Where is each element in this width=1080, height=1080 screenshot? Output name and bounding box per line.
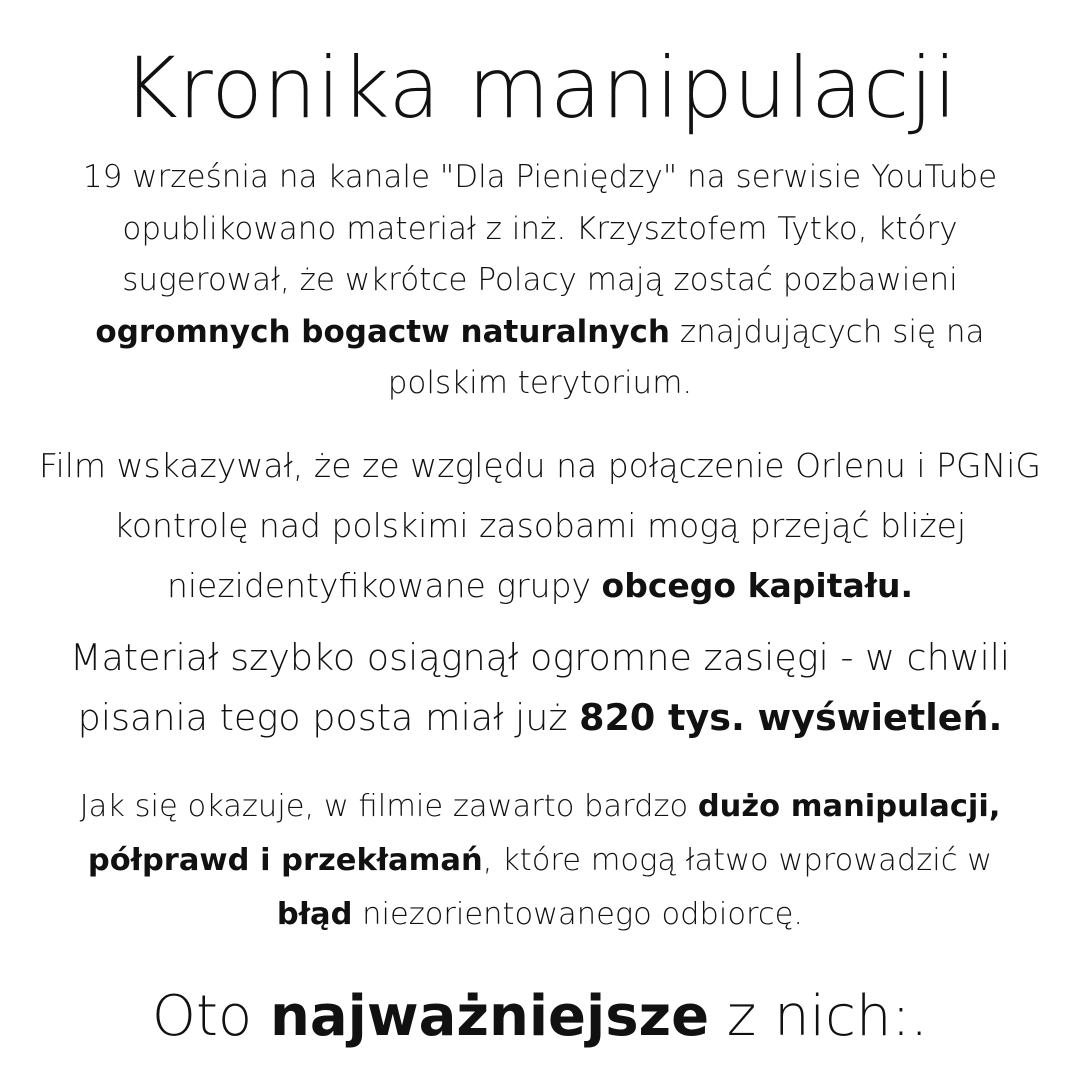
closing-line: [0, 982, 1080, 1052]
paragraph-manipulation: [0, 780, 1080, 942]
text-segment: znajdujących się na: [669, 313, 985, 350]
bold-phrase: obcego kapitału.: [601, 566, 914, 605]
paragraph-line: sugerował, że wkrótce Polacy mają zostać pozbawieni: [122, 262, 958, 298]
paragraph-line: [0, 556, 1080, 616]
text-segment: , które mogą łatwo wprowadzić w: [482, 843, 993, 878]
paragraph-line: 19 września na kanale "Dla Pieniędzy" na serwisie YouTube: [82, 159, 998, 195]
bold-phrase: błąd: [276, 897, 353, 932]
text-segment: pisania tego posta miał już: [77, 696, 580, 739]
text-segment: z nich:.: [709, 984, 929, 1049]
paragraph-line: opublikowano materiał z inż. Krzysztofem Tytko, który: [122, 210, 958, 247]
text-segment: Oto: [151, 984, 270, 1049]
paragraph-line: [0, 780, 1080, 834]
paragraph-line: [0, 307, 1080, 359]
paragraph-reach: [0, 628, 1080, 748]
text-segment: niezidentyfikowane grupy: [166, 566, 602, 605]
bold-phrase: ogromnych bogactw naturalnych: [95, 313, 670, 350]
paragraph-line: Film wskazywał, że ze względu na połączenie Orlenu i PGNiG: [39, 446, 1041, 485]
paragraph-line: [0, 688, 1080, 748]
paragraph-line: [0, 888, 1080, 942]
text-segment: Jak się okazuje, w filmie zawarto bardzo: [79, 789, 698, 824]
bold-phrase: 820 tys. wyświetleń.: [579, 696, 1003, 739]
paragraph-line: kontrolę nad polskimi zasobami mogą przejąć bliżej: [113, 506, 967, 545]
paragraph-line: polskim terytorium.: [387, 365, 693, 401]
paragraph-line: Materiał szybko osiągnął ogromne zasięgi - w chwili: [69, 636, 1011, 679]
paragraph-intro: [0, 152, 1080, 410]
paragraph-film: [0, 436, 1080, 616]
bold-phrase: dużo manipulacji,: [697, 789, 1001, 824]
bold-phrase: półprawd i przekłamań: [87, 843, 483, 878]
bold-phrase: najważniejsze: [269, 984, 710, 1049]
text-segment: niezorientowanego odbiorcę.: [352, 897, 804, 932]
page-title: Kronika manipulacji: [122, 39, 958, 137]
paragraph-line: [0, 834, 1080, 888]
